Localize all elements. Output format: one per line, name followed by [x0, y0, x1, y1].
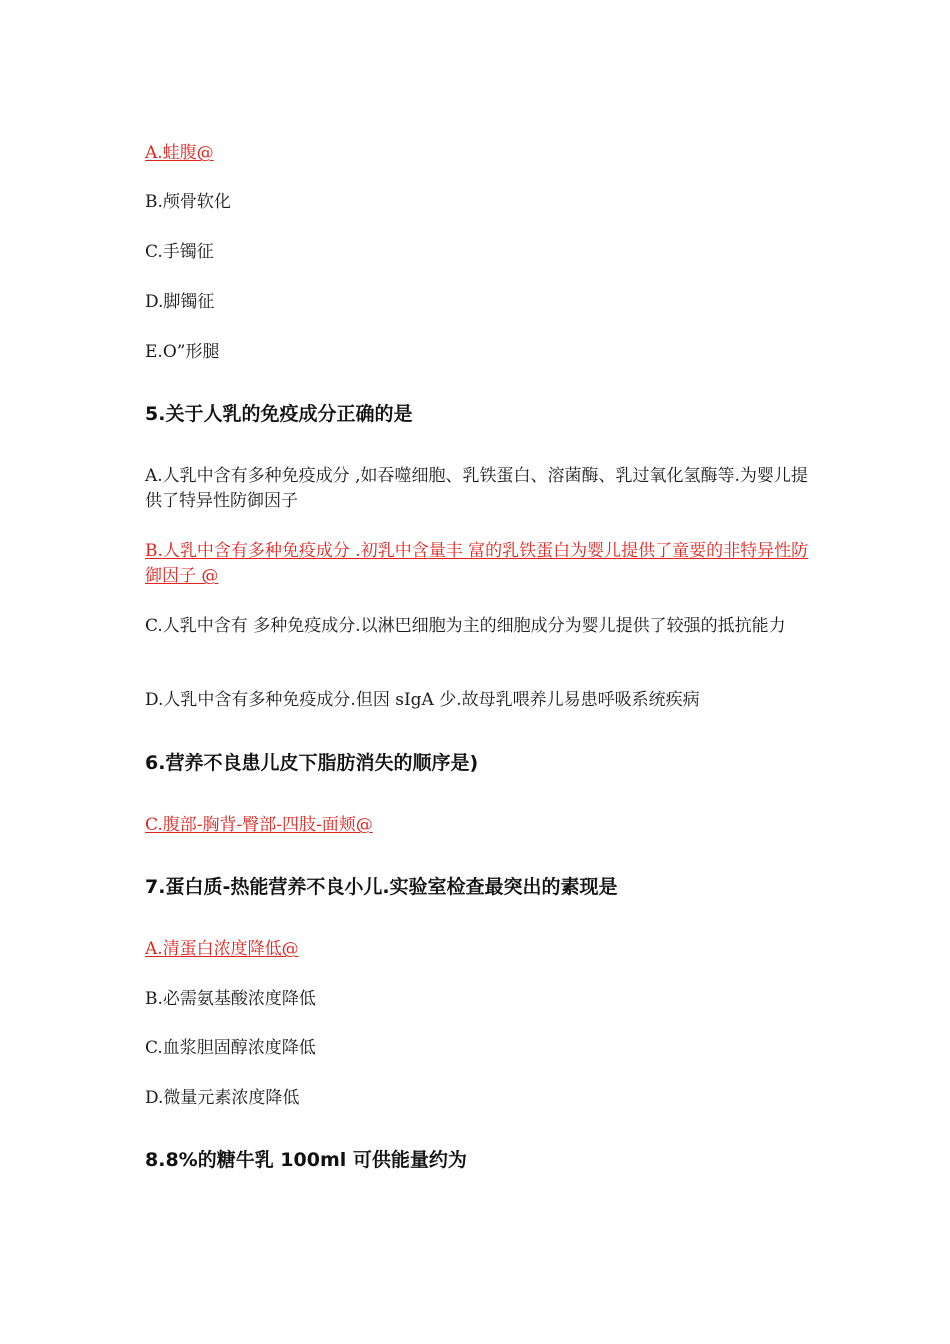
q4-option-a-answer: A.蛙腹@ [145, 143, 214, 163]
q4-option-b: B.颅骨软化 [145, 192, 231, 212]
q6-option-c-answer: C.腹部-胸背-臀部-四肢-面颊@ [145, 815, 373, 835]
q7-option-b: B.必需氨基酸浓度降低 [145, 989, 316, 1009]
q4-option-d: D.脚镯征 [145, 292, 215, 312]
q8-question: 8.8%的糖牛乳 100ml 可供能量约为 [145, 1149, 467, 1171]
q4-option-e: E.O”形腿 [145, 342, 220, 362]
q7-question: 7.蛋白质-热能营养不良小儿.实验室检查最突出的素现是 [145, 876, 618, 898]
q5-option-b-answer: B.人乳中含有多种免疫成分 .初乳中含量丰 富的乳铁蛋白为婴儿提供了童要的非特异性防御因子 @ [145, 541, 809, 586]
q7-option-a-answer: A.清蛋白浓度降低@ [145, 939, 299, 959]
q7-option-c: C.血浆胆固醇浓度降低 [145, 1038, 316, 1058]
q5-option-a: A.人乳中含有多种免疫成分 ,如吞噬细胞、乳铁蛋白、溶菌酶、乳过氧化氢酶等.为婴儿提供了特异性防御因子 [145, 466, 808, 511]
q7-option-d: D.微量元素浓度降低 [145, 1088, 300, 1108]
q5-option-d: D.人乳中含有多种免疫成分.但因 sIgA 少.故母乳喂养儿易患呼吸系统疾病 [145, 690, 700, 710]
q4-option-c: C.手镯征 [145, 242, 214, 262]
q5-question: 5.关于人乳的免疫成分正确的是 [145, 403, 413, 425]
q6-question: 6.营养不良患儿皮下脂肪消失的顺序是) [145, 752, 479, 774]
q5-option-c: C.人乳中含有 多种免疫成分.以淋巴细胞为主的细胞成分为婴儿提供了较强的抵抗能力 [145, 616, 786, 636]
